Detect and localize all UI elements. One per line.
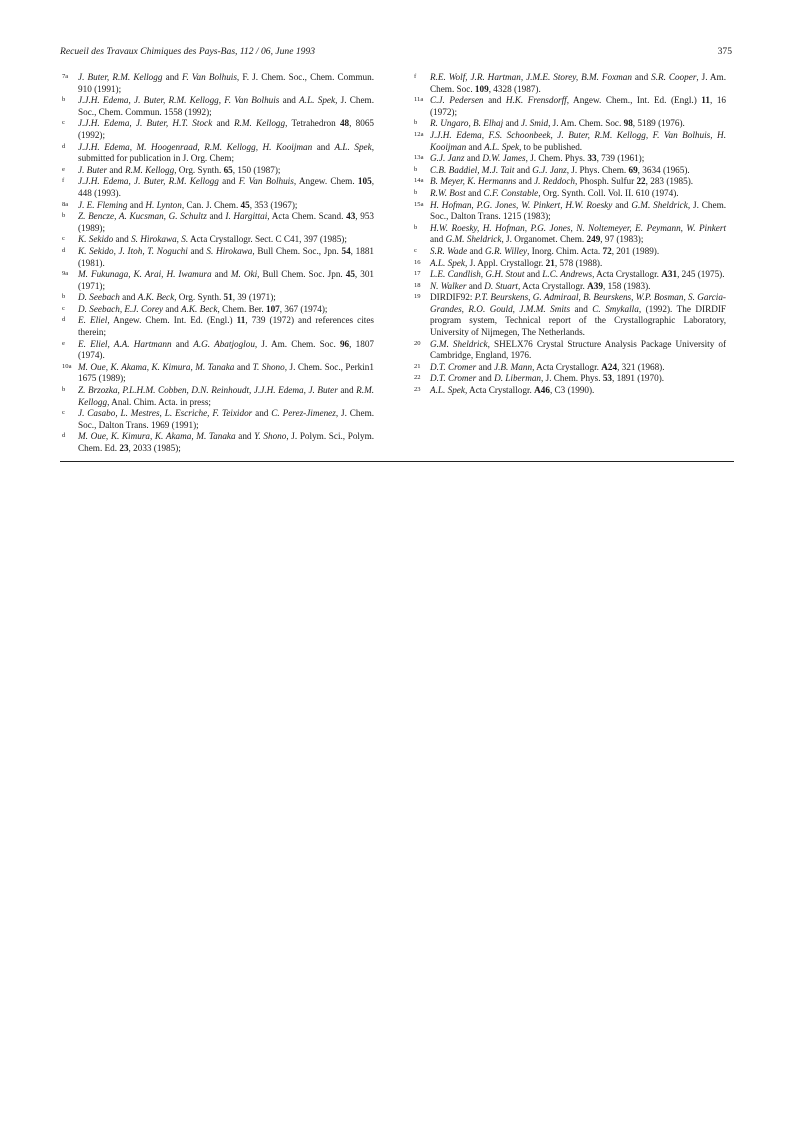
reference-volume: 107: [265, 303, 280, 314]
reference-label: 13a: [414, 154, 424, 162]
reference-entry: [62, 304, 374, 316]
reference-authors: Z. Brzozka, P.L.H.M. Cobben, D.N. Reinhoudt, J.J.H. Edema, J. Buter: [78, 385, 338, 396]
reference-text: , 1891 (1970).: [612, 373, 665, 384]
reference-authors: C.B. Baddiel, M.J. Tait: [430, 164, 515, 175]
reference-entry: [414, 373, 726, 385]
reference-text: , to be published.: [519, 141, 583, 152]
reference-authors: D.T. Cromer: [430, 373, 477, 384]
reference-text: , Anal. Chim. Acta. in press;: [107, 396, 211, 407]
reference-label: b: [414, 119, 418, 127]
reference-label: b: [62, 386, 66, 394]
reference-authors: J. Casabo, L. Mestres, L. Escriche, F. Teixidor: [78, 408, 253, 419]
reference-text: , Org. Synth.: [174, 292, 224, 303]
reference-authors: M. Oue, K. Kimura, K. Akama, M. Tanaka: [78, 431, 236, 442]
reference-label: e: [62, 339, 65, 347]
reference-text: and: [516, 176, 535, 187]
reference-text: , Bull Chem. Soc. Jpn.: [257, 269, 346, 280]
reference-text: and: [119, 292, 138, 303]
reference-entry: [414, 269, 726, 281]
reference-text: , 283 (1985).: [645, 176, 694, 187]
reference-volume: 22: [636, 176, 646, 187]
reference-text: , 4328 (1987).: [488, 83, 541, 94]
reference-volume: 249: [586, 234, 601, 245]
reference-text: , 1881 (1981).: [78, 245, 375, 268]
reference-text: and: [235, 431, 255, 442]
reference-authors: R.E. Wolf, J.R. Hartman, J.M.E. Storey, B.M. Foxman: [430, 72, 632, 82]
reference-text: and: [612, 199, 632, 210]
reference-volume: A31: [661, 269, 678, 280]
reference-authors: Z. Bencze, A. Kucsman, G. Schultz: [78, 211, 207, 222]
reference-volume: 45: [345, 269, 355, 280]
reference-entry: [62, 385, 374, 408]
reference-authors: C.F. Constable: [483, 187, 539, 198]
reference-text: , Phosph. Sulfur: [574, 176, 637, 187]
reference-authors: N. Walker: [430, 280, 467, 291]
reference-volume: 48: [339, 118, 350, 129]
reference-text: and: [466, 141, 485, 152]
footer-rule: [60, 461, 734, 462]
reference-authors: D.W. James: [482, 153, 526, 164]
reference-authors: H.W. Roesky, H. Hofman, P.G. Jones, N. Noltemeyer, E. Peymann, W. Pinkert: [430, 222, 726, 233]
reference-label: 15a: [414, 200, 424, 208]
reference-text: and: [279, 95, 300, 106]
reference-authors: F. Van Bolhuis: [182, 72, 237, 82]
reference-label: c: [62, 119, 65, 127]
reference-authors: D. Stuart: [484, 280, 518, 291]
reference-volume: 96: [339, 338, 350, 349]
reference-text: , Acta Crystallogr.: [532, 361, 602, 372]
reference-label: 8a: [62, 200, 69, 208]
reference-volume: 53: [602, 373, 612, 384]
reference-authors: J. Buter: [78, 164, 108, 175]
reference-entry: [414, 281, 726, 293]
reference-authors: G.R. Willey: [485, 245, 528, 256]
reference-entry: [62, 362, 374, 385]
reference-volume: 69: [628, 164, 638, 175]
reference-volume: 11: [701, 95, 710, 106]
reference-text: and: [218, 176, 239, 187]
reference-label: d: [62, 246, 66, 254]
reference-text: , 953 (1989);: [78, 211, 375, 233]
reference-volume: 21: [545, 257, 555, 268]
reference-authors: R. Ungaro, B. Elhaj: [430, 118, 504, 129]
reference-text: , Can. J. Chem.: [181, 199, 241, 210]
reference-text: , Bull Chem. Soc., Jpn.: [252, 245, 342, 256]
reference-text: , Org. Synth. Coll. Vol. II. 610 (1974).: [538, 187, 679, 198]
reference-text: Acta Crystallogr. Sect. C C41, 397 (1985);: [188, 234, 347, 245]
reference-label: b: [414, 165, 418, 173]
reference-authors: H. Hofman, P.G. Jones, W. Pinkert, H.W. Roesky: [430, 199, 613, 210]
reference-authors: L.C. Andrews: [542, 269, 593, 280]
reference-volume: 45: [240, 199, 250, 210]
reference-authors: R.M. Kellogg: [124, 164, 175, 175]
reference-text: , J. Polym. Sci., Polym. Chem. Ed.: [78, 431, 375, 453]
reference-authors: J.J.H. Edema, J. Buter, R.M. Kellogg: [78, 176, 219, 187]
reference-text: , 5189 (1976).: [632, 118, 685, 129]
reference-text: and: [570, 303, 593, 314]
reference-authors: C. Smykalla: [592, 303, 639, 314]
reference-text: and: [503, 118, 522, 129]
reference-label: c: [62, 235, 65, 243]
reference-entry: [62, 176, 374, 199]
reference-authors: B. Meyer, K. Hermanns: [430, 176, 517, 187]
reference-text: and: [476, 361, 495, 372]
reference-label: f: [414, 73, 417, 80]
reference-authors: R.M. Kellogg: [78, 385, 375, 407]
reference-entry: [62, 165, 374, 177]
reference-entry: [62, 234, 374, 246]
reference-entry: [414, 95, 726, 118]
reference-text: and: [466, 280, 485, 291]
reference-entry: [62, 292, 374, 304]
reference-label: 7a: [62, 73, 69, 80]
reference-volume: 43: [346, 211, 356, 222]
reference-authors: M. Oue, K. Akama, K. Kimura, M. Tanaka: [78, 361, 235, 372]
reference-authors: A.L. Spek: [430, 257, 465, 268]
reference-text: , Acta Chem. Scand.: [267, 211, 347, 222]
reference-text: and: [464, 153, 483, 164]
reference-entry: [414, 72, 726, 95]
reference-text: , 578 (1988).: [554, 257, 603, 268]
reference-label: 14a: [414, 177, 424, 185]
reference-text: , J. Chem. Phys.: [525, 153, 588, 164]
reference-authors: H.K. Frensdorff: [505, 95, 567, 106]
reference-entry: [414, 223, 726, 246]
reference-authors: D. Seebach: [78, 292, 120, 303]
reference-volume: 72: [602, 245, 612, 256]
page-header: [60, 46, 732, 62]
reference-entry: [414, 292, 726, 338]
reference-label: b: [414, 188, 418, 196]
reference-text: , F. J. Chem. Soc., Chem. Commun. 910 (1991);: [78, 72, 375, 94]
reference-authors: J.J.H. Edema, J. Buter, H.T. Stock: [78, 118, 213, 129]
reference-authors: H. Lynton: [145, 199, 182, 210]
reference-label: d: [62, 316, 66, 324]
reference-text: and: [234, 361, 253, 372]
reference-text: and: [514, 164, 533, 175]
reference-label: 17: [414, 270, 421, 278]
reference-authors: Y. Shono: [254, 431, 287, 442]
reference-entry: [414, 118, 726, 130]
reference-authors: S.R. Wade: [430, 245, 468, 256]
reference-text: , 150 (1987);: [232, 164, 281, 175]
reference-entry: [62, 246, 374, 269]
reference-authors: G.M. Sheldrick: [445, 234, 502, 245]
reference-text: , J. Appl. Crystallogr.: [464, 257, 546, 268]
reference-label: 20: [414, 339, 421, 347]
reference-text: , 97 (1983);: [600, 234, 644, 245]
reference-authors: D.T. Cromer: [430, 361, 477, 372]
reference-authors: D. Liberman: [494, 373, 542, 384]
reference-authors: A.L. Spek: [299, 95, 336, 106]
reference-text: , Org. Synth.: [174, 164, 224, 175]
reference-entry: [414, 362, 726, 374]
reference-label: 11a: [414, 96, 424, 104]
reference-text: , 245 (1975).: [677, 269, 725, 280]
reference-authors: G.J. Janz: [532, 164, 567, 175]
reference-text: and: [476, 373, 495, 384]
reference-authors: J. Smid: [521, 118, 549, 129]
reference-text: , Acta Crystallogr.: [517, 280, 588, 291]
reference-authors: A.K. Beck: [137, 292, 175, 303]
reference-label: b: [62, 96, 66, 104]
reference-authors: E. Eliel: [78, 315, 108, 326]
reference-text: , Tetrahedron: [285, 118, 340, 129]
reference-label: 19: [414, 293, 421, 301]
reference-volume: 109: [474, 83, 489, 94]
reference-text: , Acta Crystallogr.: [464, 385, 535, 396]
reference-text: , Acta Crystallogr.: [592, 269, 662, 280]
reference-authors: R.M. Kellogg: [233, 118, 286, 129]
reference-text: , J. Chem. Soc., Perkin1 1675 (1989);: [78, 361, 374, 384]
reference-text: and: [465, 187, 484, 198]
reference-entry: [62, 142, 374, 165]
reference-text: and: [171, 338, 194, 349]
reference-authors: S.R. Cooper: [651, 72, 697, 82]
reference-text: , Inorg. Chim. Acta.: [527, 245, 603, 256]
reference-authors: F. Van Bolhuis: [238, 176, 294, 187]
reference-entry: [62, 431, 374, 454]
reference-label: 22: [414, 374, 421, 382]
journal-running-title: Recueil des Travaux Chimiques des Pays-Bas, 112 / 06, June 1993: [60, 46, 316, 57]
reference-text: and: [212, 118, 234, 129]
reference-text: , 739 (1972) and references cites therein;: [78, 315, 374, 338]
reference-label: 12a: [414, 130, 424, 138]
reference-authors: J.J.H. Edema, M. Hoogenraad, R.M. Kellogg, H. Kooijman: [78, 141, 313, 152]
reference-entry: [62, 95, 374, 118]
reference-volume: 54: [341, 245, 351, 256]
reference-text: , J. Chem. Soc., Dalton Trans. 1969 (1991);: [78, 408, 375, 430]
reference-text: , J. Phys. Chem.: [566, 164, 629, 175]
reference-text: , 739 (1961);: [596, 153, 645, 164]
reference-text: , J. Am. Chem. Soc.: [254, 338, 340, 349]
reference-entry: [62, 118, 374, 141]
reference-label: 21: [414, 362, 421, 370]
reference-label: c: [62, 409, 65, 417]
reference-label: d: [62, 142, 66, 150]
reference-text: and: [631, 72, 652, 82]
reference-authors: L.E. Candlish, G.H. Stout: [430, 269, 525, 280]
reference-authors: E. Eliel, A.A. Hartmann: [78, 338, 172, 349]
reference-text: , 367 (1974);: [279, 303, 328, 314]
reference-text: , 39 (1971);: [232, 292, 276, 303]
reference-entry: [62, 408, 374, 431]
reference-text: , Angew. Chem., Int. Ed. (Engl.): [566, 95, 702, 106]
reference-text: and: [337, 385, 357, 396]
reference-entry: [62, 269, 374, 292]
reference-text: , 2033 (1985);: [128, 443, 181, 453]
reference-text: , 16 (1972);: [430, 95, 727, 117]
reference-entry: [62, 200, 374, 212]
reference-text: and: [483, 95, 506, 106]
reference-label: b: [62, 293, 66, 301]
reference-authors: J.J.H. Edema, J. Buter, R.M. Kellogg, F. Van Bolhuis: [78, 95, 280, 106]
page-number: 375: [717, 46, 732, 57]
reference-text: , C3 (1990).: [549, 385, 595, 396]
reference-text: and: [187, 245, 207, 256]
reference-text: , Angew. Chem.: [293, 176, 358, 187]
reference-label: b: [62, 212, 66, 220]
reference-text: , J. Am. Chem. Soc.: [430, 72, 726, 94]
reference-entry: [414, 188, 726, 200]
reference-authors: G.M. Sheldrick: [430, 338, 488, 349]
reference-text: , 3634 (1965).: [637, 164, 690, 175]
reference-volume: 33: [587, 153, 597, 164]
reference-entry: [62, 211, 374, 234]
reference-text: , J. Chem. Soc., Dalton Trans. 1215 (1983);: [430, 199, 727, 222]
reference-label: b: [414, 223, 418, 231]
reference-text: , J. Am. Chem. Soc.: [548, 118, 624, 129]
reference-text: , J. Chem. Phys.: [541, 373, 603, 384]
reference-entry: [414, 200, 726, 223]
reference-text: and: [312, 141, 335, 152]
reference-label: c: [62, 304, 65, 312]
reference-authors: S. Hirokawa, S.: [131, 234, 189, 245]
reference-authors: J. Buter, R.M. Kellogg: [78, 72, 163, 82]
reference-text: and: [252, 408, 272, 419]
reference-label: d: [62, 432, 66, 440]
reference-authors: R.W. Bost: [430, 187, 466, 198]
reference-entry: [414, 246, 726, 258]
reference-text: , Angew. Chem. Int. Ed. (Engl.): [107, 315, 237, 326]
reference-text: and: [107, 164, 125, 175]
reference-text: and: [430, 234, 446, 245]
reference-text: , 201 (1989).: [611, 245, 660, 256]
reference-volume: 105: [357, 176, 372, 187]
reference-volume: 23: [119, 443, 129, 453]
reference-text: and: [162, 72, 183, 82]
reference-text: , 353 (1967);: [249, 199, 298, 210]
reference-text: and: [467, 245, 486, 256]
reference-text: , J. Chem. Soc., Chem. Commun. 1558 (1992);: [78, 95, 374, 117]
reference-label: 9a: [62, 270, 69, 278]
reference-volume: 51: [223, 292, 233, 303]
reference-authors: I. Hargittai: [225, 211, 268, 222]
reference-authors: J. E. Fleming: [78, 199, 128, 210]
reference-authors: A.L. Spek: [430, 385, 465, 396]
references-column-right: [414, 72, 726, 397]
reference-text: , Chem. Ber.: [217, 303, 266, 314]
reference-text: and: [206, 211, 226, 222]
reference-text: , 301 (1971);: [78, 269, 375, 291]
reference-entry: [414, 258, 726, 270]
reference-authors: S. Hirokawa: [206, 245, 253, 256]
reference-text: and: [127, 199, 146, 210]
reference-authors: A.L. Spek: [484, 141, 520, 152]
reference-authors: G.J. Janz: [430, 153, 465, 164]
reference-entry: [414, 385, 726, 397]
reference-authors: C.J. Pedersen: [430, 95, 484, 106]
reference-label: 10a: [62, 362, 72, 370]
reference-authors: J.J.H. Edema, F.S. Schoonbeek, J. Buter, R.M. Kellogg, F. Van Bolhuis, H. Kooijman: [430, 129, 726, 152]
reference-text: , submitted for publication in J. Org. Chem;: [78, 141, 374, 164]
reference-label: 18: [414, 281, 421, 289]
reference-authors: K. Sekido, J. Itoh, T. Noguchi: [78, 245, 188, 256]
references-column-left: [62, 72, 374, 455]
reference-authors: A.L. Spek: [334, 141, 372, 152]
reference-text: and: [524, 269, 543, 280]
reference-entry: [414, 176, 726, 188]
reference-text: and: [113, 234, 132, 245]
reference-authors: M. Oki: [230, 269, 258, 280]
reference-label: 16: [414, 258, 421, 266]
reference-text: and: [211, 269, 231, 280]
reference-authors: P.T. Beurskens, G. Admiraal, B. Beurskens, W.P. Bosman, S. Garcia-Grandes, R.O. Gould, J.M.M. Smits: [430, 292, 726, 314]
reference-entry: [414, 339, 726, 362]
reference-entry: [414, 153, 726, 165]
reference-authors: J. Reddoch: [534, 176, 575, 187]
reference-entry: [62, 315, 374, 338]
reference-text: , (1992). The DIRDIF program system, Technical report of the Crystallographic Laboratory, University of Nijmegen, The Netherlands.: [430, 303, 727, 338]
reference-authors: J.B. Mann: [494, 361, 533, 372]
reference-text: , 321 (1968).: [617, 361, 665, 372]
reference-label: c: [414, 246, 417, 254]
reference-entry: [414, 130, 726, 153]
reference-text: and: [163, 303, 181, 314]
reference-text: , 158 (1983).: [602, 280, 651, 291]
reference-label: 23: [414, 386, 421, 394]
reference-volume: A39: [587, 280, 603, 291]
reference-authors: D. Seebach, E.J. Corey: [78, 303, 164, 314]
reference-text: DIRDIF92:: [430, 292, 475, 303]
reference-authors: A.G. Abatjoglou: [193, 338, 255, 349]
reference-authors: K. Sekido: [78, 234, 114, 245]
reference-volume: 65: [223, 164, 233, 175]
reference-label: e: [62, 165, 65, 173]
reference-volume: A46: [534, 385, 550, 396]
reference-text: , 8065 (1992);: [78, 118, 375, 140]
reference-authors: G.M. Sheldrick: [631, 199, 688, 210]
reference-text: , 448 (1993).: [78, 176, 374, 198]
reference-authors: A.K. Beck: [180, 303, 218, 314]
reference-text: , 1807 (1974).: [78, 338, 375, 361]
reference-entry: [62, 72, 374, 95]
reference-volume: A24: [601, 361, 618, 372]
reference-entry: [414, 165, 726, 177]
reference-entry: [62, 339, 374, 362]
reference-label: f: [62, 177, 65, 185]
reference-text: , J. Organomet. Chem.: [501, 234, 587, 245]
reference-volume: 98: [623, 118, 633, 129]
reference-authors: T. Shono: [252, 361, 285, 372]
reference-text: , SHELX76 Crystal Structure Analysis Package University of Cambridge, England, 1976.: [430, 338, 726, 361]
reference-authors: M. Fukunaga, K. Arai, H. Iwamura: [78, 269, 212, 280]
reference-authors: C. Perez-Jimenez: [271, 408, 336, 419]
reference-volume: 11: [236, 315, 246, 326]
